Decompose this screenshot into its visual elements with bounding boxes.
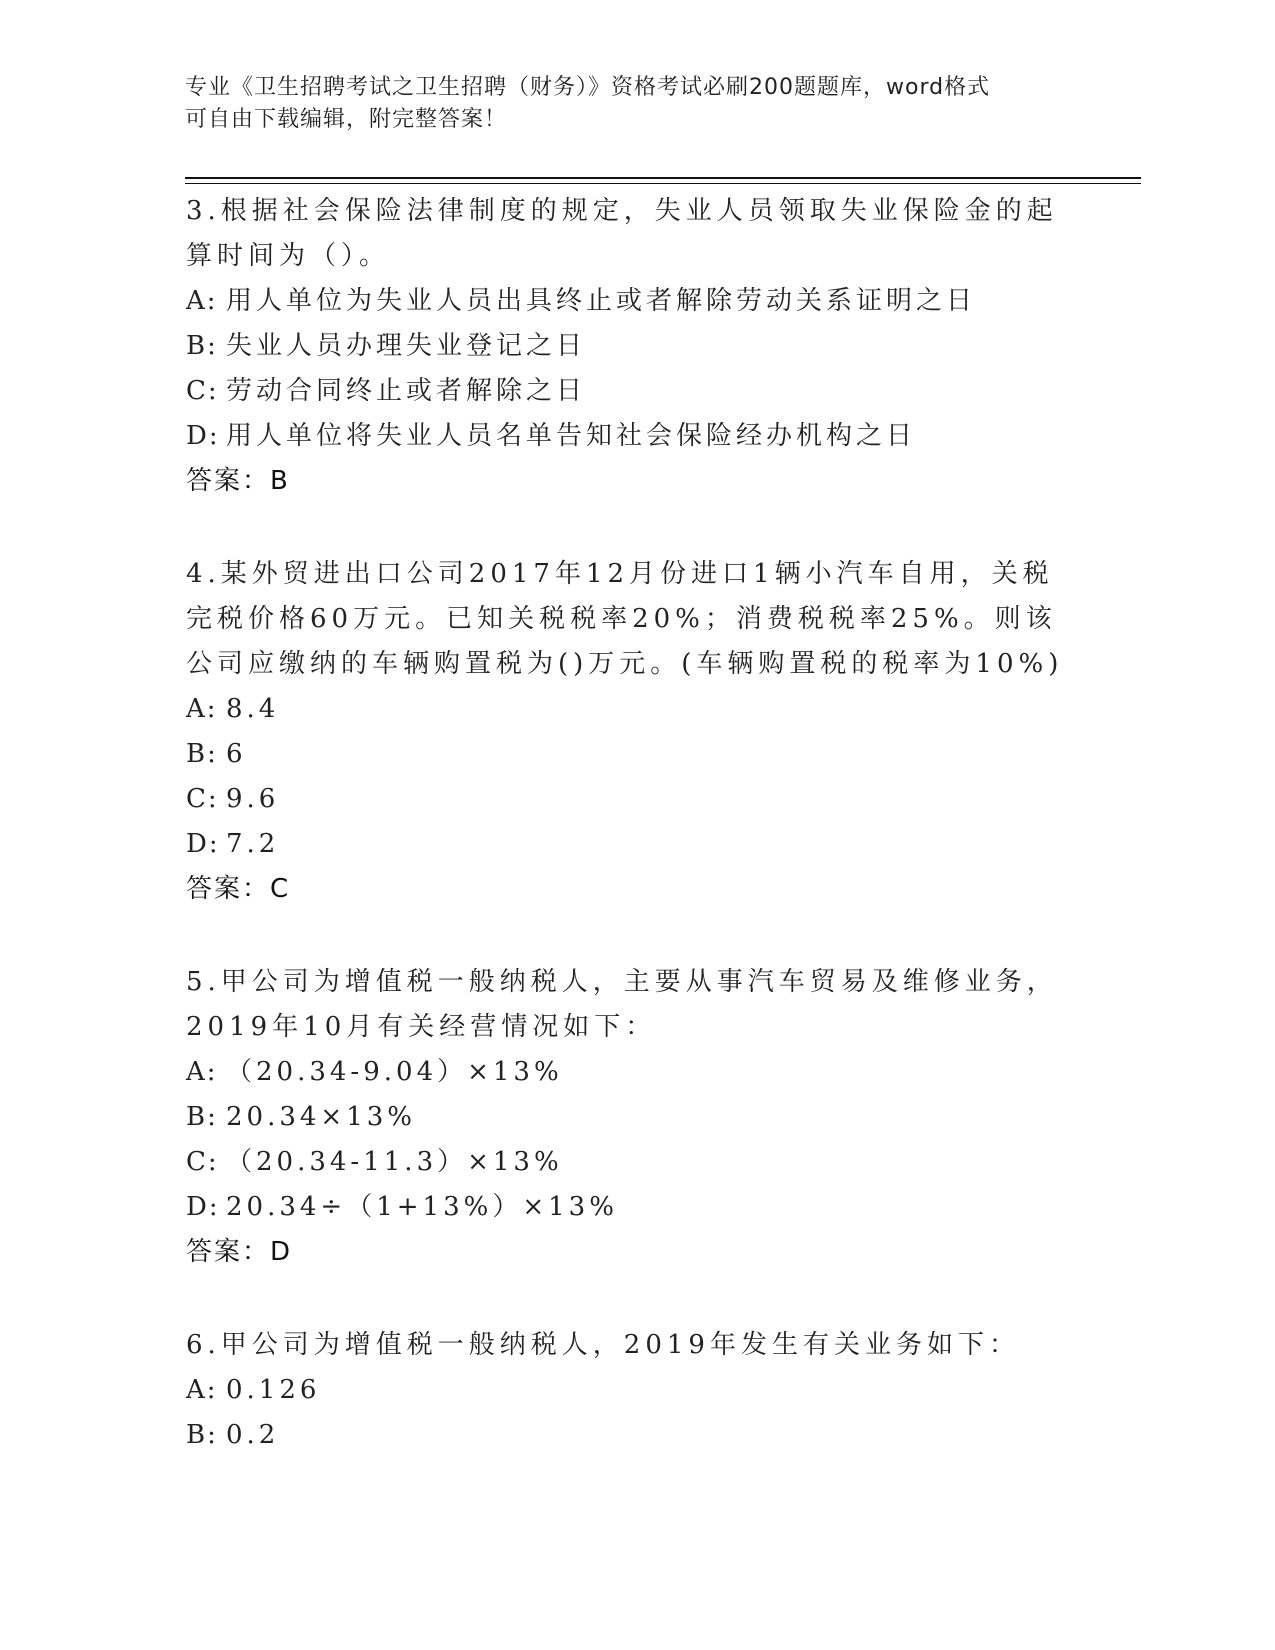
option-text: （20.34-9.04）×13% (226, 1057, 563, 1087)
option-c (186, 369, 1066, 414)
answer-line (186, 459, 1066, 504)
option-a (186, 279, 1066, 324)
option-text: 8.4 (226, 694, 280, 724)
option-letter: A: (186, 1375, 218, 1405)
option-a (186, 1050, 1066, 1095)
option-letter: C: (186, 1147, 219, 1177)
option-b (186, 1095, 1066, 1140)
option-list (186, 687, 1066, 867)
option-d (186, 414, 1066, 459)
answer-line (186, 1230, 1066, 1275)
option-letter: D: (186, 421, 220, 451)
option-letter: B: (186, 1102, 218, 1132)
option-list (186, 1368, 1066, 1458)
option-letter: D: (186, 829, 220, 859)
option-a (186, 1368, 1066, 1413)
option-text: 用人单位为失业人员出具终止或者解除劳动关系证明之日 (226, 286, 977, 316)
option-letter: B: (186, 1420, 218, 1450)
answer-label: 答案： (186, 1237, 271, 1267)
question-stem: 3.根据社会保险法律制度的规定，失业人员领取失业保险金的起算时间为（）。 (186, 196, 1058, 271)
option-text: 0.126 (226, 1375, 321, 1405)
option-text: 0.2 (226, 1420, 280, 1450)
document-header (185, 72, 1065, 136)
header-title-line-2: 可自由下载编辑，附完整答案！ (185, 107, 508, 132)
header-title-line-1: 专业《卫生招聘考试之卫生招聘（财务）》资格考试必刷200题题库，word格式 (185, 75, 991, 100)
option-text: 6 (226, 739, 247, 769)
answer-line (186, 867, 1066, 912)
question-3 (186, 189, 1066, 504)
answer-value: B (270, 466, 289, 496)
option-list (186, 1050, 1066, 1230)
option-letter: B: (186, 331, 218, 361)
option-letter: A: (186, 694, 218, 724)
answer-label: 答案： (186, 466, 271, 496)
option-letter: B: (186, 739, 218, 769)
option-text: 20.34÷（1+13%）×13% (226, 1192, 618, 1222)
question-stem: 5.甲公司为增值税一般纳税人，主要从事汽车贸易及维修业务，2019年10月有关经营情况如下： (186, 967, 1058, 1042)
answer-value: D (270, 1237, 292, 1267)
answer-label: 答案： (186, 874, 271, 904)
option-text: 20.34×13% (226, 1102, 417, 1132)
answer-value: C (270, 874, 290, 904)
option-letter: A: (186, 1057, 218, 1087)
option-text: （20.34-11.3）×13% (226, 1147, 563, 1177)
header-divider-thin (185, 183, 1141, 184)
option-text: 失业人员办理失业登记之日 (226, 331, 587, 361)
question-4 (186, 552, 1066, 912)
option-c (186, 777, 1066, 822)
option-text: 劳动合同终止或者解除之日 (226, 376, 587, 406)
question-stem: 4.某外贸进出口公司2017年12月份进口1辆小汽车自用，关税完税价格60万元。已知关税税率20%；消费税税率25%。则该公司应缴纳的车辆购置税为()万元。(车辆购置税的税率为10%) (186, 559, 1064, 679)
question-list (186, 189, 1066, 1458)
option-text: 用人单位将失业人员名单告知社会保险经办机构之日 (226, 421, 917, 451)
option-b (186, 324, 1066, 369)
option-b (186, 732, 1066, 777)
option-letter: C: (186, 784, 219, 814)
option-b (186, 1413, 1066, 1458)
option-text: 7.2 (226, 829, 280, 859)
option-list (186, 279, 1066, 459)
option-letter: C: (186, 376, 219, 406)
option-a (186, 687, 1066, 732)
question-stem: 6.甲公司为增值税一般纳税人，2019年发生有关业务如下： (186, 1330, 1020, 1360)
option-d (186, 822, 1066, 867)
option-text: 9.6 (226, 784, 280, 814)
option-letter: D: (186, 1192, 220, 1222)
option-d (186, 1185, 1066, 1230)
header-divider-thick (185, 177, 1141, 179)
option-letter: A: (186, 286, 218, 316)
question-5 (186, 960, 1066, 1275)
option-c (186, 1140, 1066, 1185)
question-6 (186, 1323, 1066, 1458)
